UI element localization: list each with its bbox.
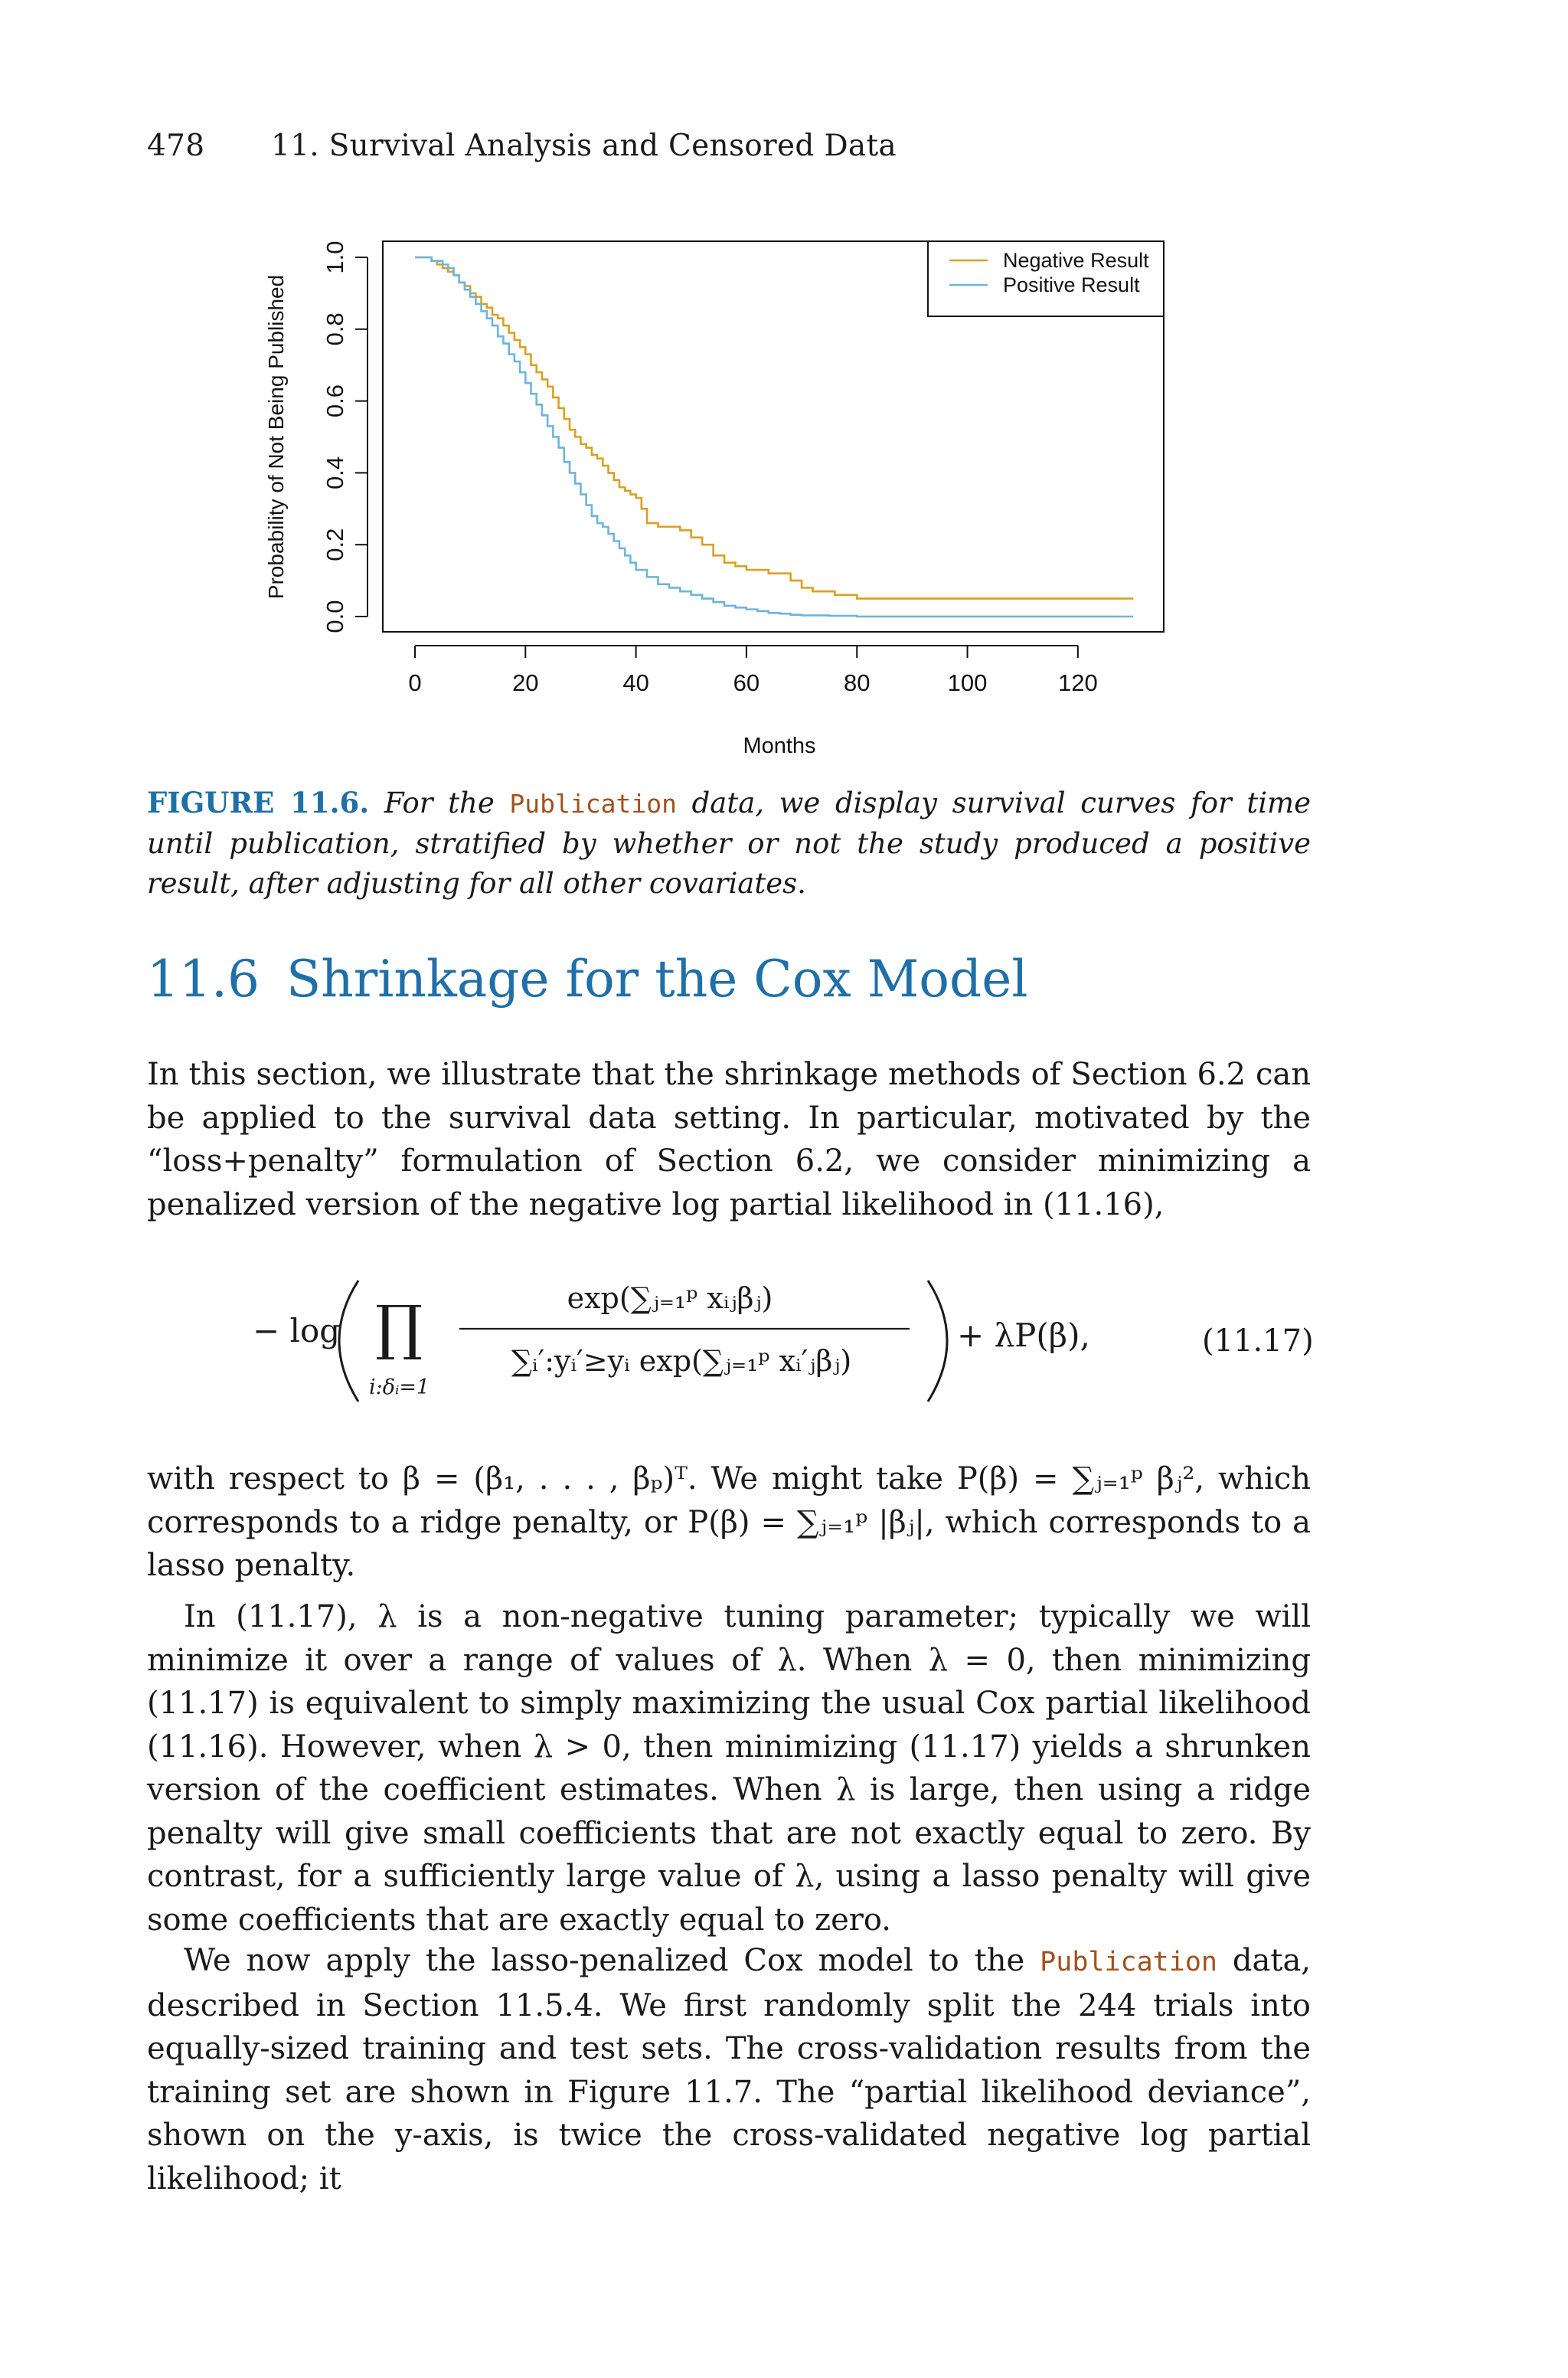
eq-numerator: exp(∑ⱼ₌₁ᵖ xᵢⱼβⱼ) <box>567 1281 773 1315</box>
p4-code: Publication <box>1040 1947 1217 1977</box>
equation-number: (11.17) <box>1202 1323 1314 1359</box>
caption-text-after: data, we display survival curves for time until publication, stratified by whether or not the study produced a positive result, after adjusting for all other covariates. <box>147 787 1312 900</box>
eq-product-subscript: i:δᵢ=1 <box>369 1375 430 1399</box>
eq-product: ∏ <box>375 1294 423 1362</box>
paragraph-lambda: In (11.17), λ is a non-negative tuning parameter; typically we will minimize it over a range of values of λ. When λ = 0, then minimizing (11.17) is equivalent to simply maximizing the usual Cox partial likelihood (11.16). However, when λ > 0, then minimizing (11.17) yields a shrunken version of the coefficient estimates. When λ is large, then using a ridge penalty will give small coefficients that are not exactly equal to zero. By contrast, for a sufficiently large value of λ, using a lasso penalty will give some coefficients that are exactly equal to zero. <box>147 1599 1311 1938</box>
caption-text-before: For the <box>369 787 510 819</box>
eq-right-paren <box>928 1281 947 1402</box>
section-number: 11.6 <box>147 950 260 1009</box>
paragraph-application <box>147 1939 1311 2200</box>
chapter-title: 11. Survival Analysis and Censored Data <box>271 129 897 163</box>
page-number: 478 <box>147 129 205 163</box>
y-tick-label: 0.6 <box>322 384 348 418</box>
x-tick-label: 20 <box>512 669 539 696</box>
x-tick-label: 40 <box>622 669 649 696</box>
running-head <box>147 129 897 163</box>
y-tick-label: 0.8 <box>322 312 348 346</box>
eq-left-paren <box>339 1281 358 1402</box>
y-tick-label: 0.0 <box>322 600 348 633</box>
p4-text-after: data, described in Section 11.5.4. We first randomly split the 244 trials into equally-sized training and test sets. The cross-validation results from the training set are shown in Figure 11.7. The “partial likelihood deviance”, shown on the y-axis, is twice the cross-validated negative log partial likelihood; it <box>147 1943 1312 2196</box>
eq-minus-log: − log <box>253 1312 341 1349</box>
figure-label: FIGURE 11.6. <box>147 786 370 819</box>
y-tick-label: 0.4 <box>322 456 348 489</box>
x-tick-label: 60 <box>733 669 760 696</box>
survival-chart <box>253 230 1194 766</box>
x-axis-label: Months <box>743 734 816 758</box>
y-tick-label: 0.2 <box>322 528 348 561</box>
figure-caption <box>147 783 1311 904</box>
legend-label: Positive Result <box>1003 273 1140 296</box>
y-axis-label: Probability of Not Being Published <box>264 274 288 600</box>
x-tick-label: 120 <box>1057 669 1098 696</box>
section-heading <box>147 950 1027 1009</box>
x-tick-label: 100 <box>947 669 988 696</box>
legend-label: Negative Result <box>1003 249 1149 272</box>
eq-denominator: ∑ᵢ′:yᵢ′≥yᵢ exp(∑ⱼ₌₁ᵖ xᵢ′ⱼβⱼ) <box>511 1344 852 1378</box>
paragraph-intro: In this section, we illustrate that the shrinkage methods of Section 6.2 can be applied to the survival data setting. In particular, motivated by the “loss+penalty” formulation of Section 6.2, we consider minimizing a penalized version of the negative log partial likelihood in (11.16), <box>147 1057 1311 1222</box>
equation-11-17 <box>230 1256 1187 1425</box>
section-title: Shrinkage for the Cox Model <box>286 950 1028 1009</box>
x-tick-label: 80 <box>843 669 871 696</box>
y-tick-label: 1.0 <box>322 240 348 274</box>
x-tick-label: 0 <box>408 669 422 696</box>
paragraph-penalty: with respect to β = (β₁, . . . , βₚ)ᵀ. We might take P(β) = ∑ⱼ₌₁ᵖ βⱼ², which corresponds to a ridge penalty, or P(β) = ∑ⱼ₌₁ᵖ |βⱼ|, which corresponds to a lasso penalty. <box>147 1461 1311 1583</box>
caption-code: Publication <box>509 789 677 819</box>
eq-penalty: + λP(β), <box>957 1317 1090 1354</box>
p4-text-before: We now apply the lasso-penalized Cox model to the <box>184 1943 1040 1978</box>
